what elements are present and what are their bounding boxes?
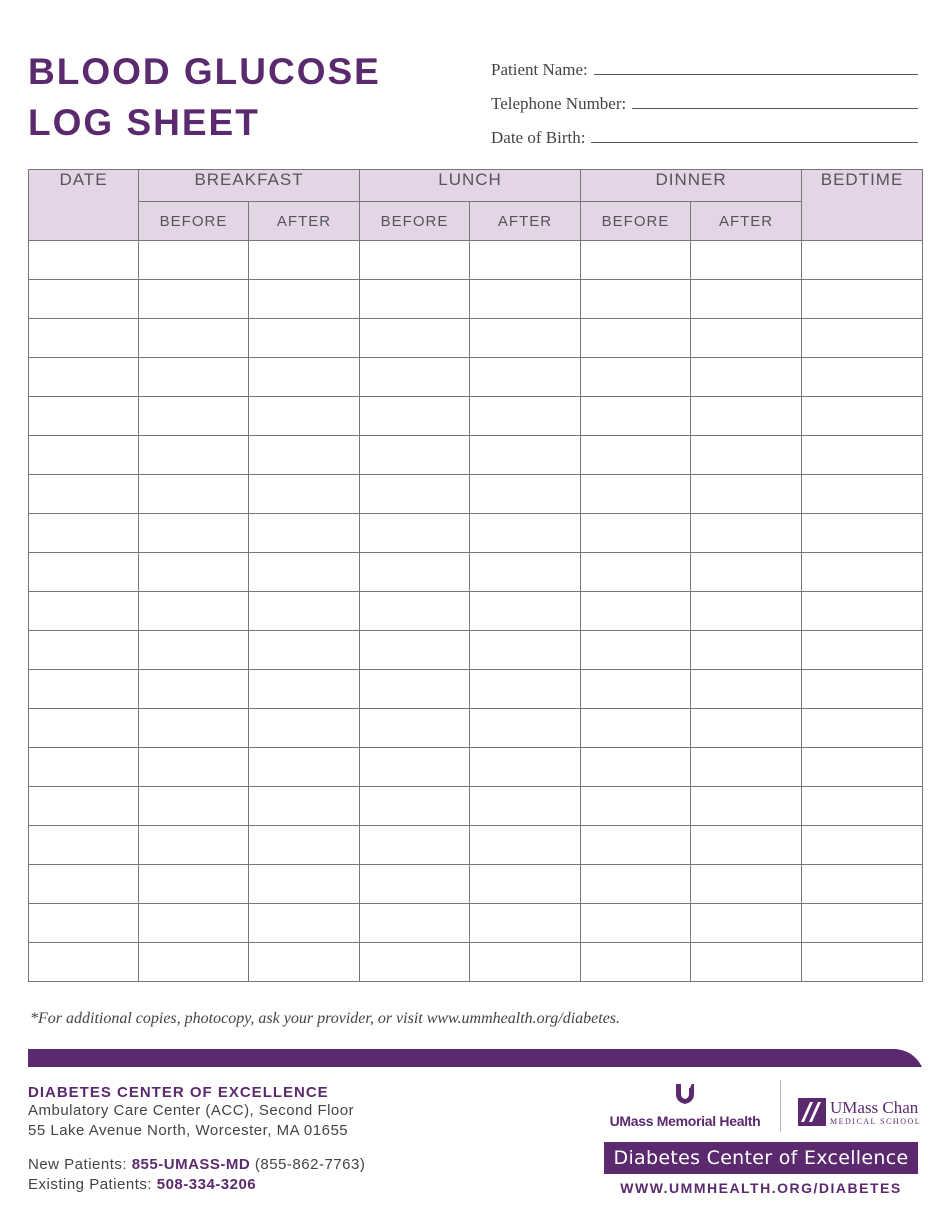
- log-cell[interactable]: [691, 358, 802, 397]
- log-cell[interactable]: [802, 631, 923, 670]
- dce-banner: Diabetes Center of Excellence: [604, 1142, 918, 1174]
- log-cell[interactable]: [581, 592, 691, 631]
- umass-chan-name: UMass Chan: [830, 1098, 919, 1117]
- page-title: [28, 46, 381, 148]
- table-row: [29, 397, 923, 436]
- log-cell[interactable]: [802, 358, 923, 397]
- log-cell[interactable]: [802, 787, 923, 826]
- log-cell[interactable]: [470, 475, 581, 514]
- logo-divider: [780, 1080, 781, 1132]
- footer-contact: [28, 1084, 365, 1195]
- log-cell[interactable]: [139, 826, 249, 865]
- log-cell[interactable]: [29, 748, 139, 787]
- log-cell[interactable]: [360, 592, 470, 631]
- table-row: [29, 904, 923, 943]
- address-line-1: Ambulatory Care Center (ACC), Second Floor: [28, 1102, 355, 1119]
- log-cell[interactable]: [29, 319, 139, 358]
- log-cell[interactable]: [249, 475, 360, 514]
- log-cell[interactable]: [581, 514, 691, 553]
- table-row: [29, 787, 923, 826]
- log-cell[interactable]: [139, 241, 249, 280]
- log-cell[interactable]: [360, 436, 470, 475]
- log-cell[interactable]: [29, 865, 139, 904]
- org-name: DIABETES CENTER OF EXCELLENCE: [28, 1084, 329, 1101]
- log-cell[interactable]: [691, 631, 802, 670]
- title-line-1: BLOOD GLUCOSE: [28, 51, 381, 92]
- dob-line[interactable]: [591, 142, 918, 143]
- log-cell[interactable]: [249, 514, 360, 553]
- log-cell[interactable]: [691, 514, 802, 553]
- log-cell[interactable]: [581, 397, 691, 436]
- log-cell[interactable]: [802, 709, 923, 748]
- existing-patients-line: [28, 1175, 365, 1195]
- table-row: [29, 865, 923, 904]
- log-cell[interactable]: [691, 904, 802, 943]
- log-cell[interactable]: [249, 358, 360, 397]
- log-cell[interactable]: [360, 475, 470, 514]
- log-cell[interactable]: [139, 319, 249, 358]
- log-cell[interactable]: [360, 319, 470, 358]
- log-cell[interactable]: [581, 865, 691, 904]
- log-cell[interactable]: [139, 904, 249, 943]
- lunch-before: BEFORE: [360, 202, 470, 241]
- log-cell[interactable]: [29, 904, 139, 943]
- log-cell[interactable]: [581, 631, 691, 670]
- log-cell[interactable]: [802, 241, 923, 280]
- table-row: [29, 670, 923, 709]
- log-cell[interactable]: [139, 748, 249, 787]
- dinner-before: BEFORE: [581, 202, 691, 241]
- log-cell[interactable]: [29, 592, 139, 631]
- log-cell[interactable]: [470, 592, 581, 631]
- col-bedtime: BEDTIME: [802, 170, 923, 241]
- table-row: [29, 826, 923, 865]
- log-cell[interactable]: [691, 670, 802, 709]
- log-cell[interactable]: [139, 397, 249, 436]
- log-cell[interactable]: [360, 826, 470, 865]
- log-cell[interactable]: [249, 943, 360, 982]
- log-cell[interactable]: [470, 865, 581, 904]
- table-row: [29, 358, 923, 397]
- log-cell[interactable]: [29, 826, 139, 865]
- umass-chan-sub: MEDICAL SCHOOL: [830, 1117, 922, 1126]
- log-cell[interactable]: [139, 436, 249, 475]
- log-cell[interactable]: [802, 280, 923, 319]
- log-cell[interactable]: [802, 475, 923, 514]
- table-row: [29, 748, 923, 787]
- telephone-field[interactable]: [491, 80, 918, 114]
- log-cell[interactable]: [581, 826, 691, 865]
- log-cell[interactable]: [249, 709, 360, 748]
- log-cell[interactable]: [249, 904, 360, 943]
- table-row: [29, 709, 923, 748]
- log-cell[interactable]: [691, 397, 802, 436]
- new-patients-line: [28, 1155, 365, 1175]
- log-cell[interactable]: [581, 553, 691, 592]
- log-cell[interactable]: [691, 709, 802, 748]
- log-cell[interactable]: [29, 280, 139, 319]
- log-cell[interactable]: [470, 904, 581, 943]
- dinner-after: AFTER: [691, 202, 802, 241]
- log-cell[interactable]: [360, 631, 470, 670]
- log-cell[interactable]: [470, 280, 581, 319]
- umass-memorial-logo: [600, 1080, 770, 1129]
- log-cell[interactable]: [139, 475, 249, 514]
- log-cell[interactable]: [691, 865, 802, 904]
- lunch-after: AFTER: [470, 202, 581, 241]
- log-cell[interactable]: [139, 943, 249, 982]
- log-cell[interactable]: [29, 475, 139, 514]
- umass-memorial-mark-icon: [672, 1080, 698, 1106]
- log-cell[interactable]: [802, 319, 923, 358]
- log-cell[interactable]: [360, 241, 470, 280]
- table-row: [29, 436, 923, 475]
- dob-label: Date of Birth:: [491, 128, 586, 147]
- table-row: [29, 592, 923, 631]
- log-cell[interactable]: [470, 358, 581, 397]
- log-cell[interactable]: [691, 280, 802, 319]
- log-cell[interactable]: [802, 670, 923, 709]
- log-cell[interactable]: [691, 241, 802, 280]
- log-cell[interactable]: [470, 787, 581, 826]
- log-cell[interactable]: [470, 319, 581, 358]
- umass-chan-mark-icon: [798, 1098, 826, 1126]
- log-cell[interactable]: [581, 787, 691, 826]
- log-cell[interactable]: [691, 475, 802, 514]
- patient-name-field[interactable]: [491, 46, 918, 80]
- table-row: [29, 553, 923, 592]
- log-cell[interactable]: [360, 865, 470, 904]
- log-cell[interactable]: [360, 397, 470, 436]
- log-cell[interactable]: [29, 787, 139, 826]
- log-cell[interactable]: [802, 436, 923, 475]
- log-cell[interactable]: [802, 592, 923, 631]
- patient-name-line[interactable]: [594, 74, 918, 75]
- patient-info: [491, 46, 918, 148]
- table-row: [29, 280, 923, 319]
- log-cell[interactable]: [470, 670, 581, 709]
- existing-patients-label: Existing Patients:: [28, 1176, 153, 1193]
- log-cell[interactable]: [29, 709, 139, 748]
- telephone-line[interactable]: [632, 108, 918, 109]
- patient-name-label: Patient Name:: [491, 60, 588, 79]
- title-line-2: LOG SHEET: [28, 102, 260, 143]
- log-cell[interactable]: [802, 865, 923, 904]
- log-cell[interactable]: [470, 631, 581, 670]
- log-cell[interactable]: [581, 319, 691, 358]
- log-cell[interactable]: [249, 553, 360, 592]
- log-cell[interactable]: [29, 397, 139, 436]
- new-patients-alt: (855-862-7763): [254, 1156, 366, 1173]
- new-patients-label: New Patients:: [28, 1156, 128, 1173]
- footer-band: [28, 1049, 922, 1067]
- log-cell[interactable]: [360, 748, 470, 787]
- log-cell[interactable]: [581, 358, 691, 397]
- log-cell[interactable]: [139, 865, 249, 904]
- log-cell[interactable]: [691, 943, 802, 982]
- log-cell[interactable]: [802, 943, 923, 982]
- log-cell[interactable]: [139, 631, 249, 670]
- log-cell[interactable]: [581, 475, 691, 514]
- phone-lines: [28, 1155, 365, 1195]
- log-cell[interactable]: [249, 436, 360, 475]
- log-cell[interactable]: [802, 826, 923, 865]
- log-cell[interactable]: [249, 670, 360, 709]
- log-cell[interactable]: [581, 748, 691, 787]
- table-row: [29, 514, 923, 553]
- table-row: [29, 319, 923, 358]
- log-cell[interactable]: [249, 826, 360, 865]
- log-cell[interactable]: [470, 241, 581, 280]
- log-cell[interactable]: [470, 553, 581, 592]
- log-cell[interactable]: [29, 436, 139, 475]
- log-cell[interactable]: [139, 553, 249, 592]
- log-cell[interactable]: [470, 514, 581, 553]
- log-cell[interactable]: [470, 709, 581, 748]
- log-cell[interactable]: [470, 397, 581, 436]
- log-cell[interactable]: [802, 904, 923, 943]
- table-row: [29, 475, 923, 514]
- log-cell[interactable]: [249, 592, 360, 631]
- log-cell[interactable]: [581, 280, 691, 319]
- log-cell[interactable]: [249, 280, 360, 319]
- col-date: DATE: [29, 170, 139, 241]
- log-cell[interactable]: [360, 553, 470, 592]
- address-line-2: 55 Lake Avenue North, Worcester, MA 01655: [28, 1122, 349, 1139]
- dob-field[interactable]: [491, 114, 918, 148]
- log-cell[interactable]: [139, 670, 249, 709]
- breakfast-before: BEFORE: [139, 202, 249, 241]
- log-cell[interactable]: [691, 436, 802, 475]
- log-cell[interactable]: [29, 514, 139, 553]
- log-cell[interactable]: [581, 904, 691, 943]
- log-cell[interactable]: [470, 748, 581, 787]
- log-cell[interactable]: [691, 592, 802, 631]
- log-cell[interactable]: [581, 709, 691, 748]
- log-cell[interactable]: [29, 943, 139, 982]
- log-cell[interactable]: [691, 748, 802, 787]
- log-cell[interactable]: [691, 553, 802, 592]
- log-cell[interactable]: [581, 670, 691, 709]
- log-cell[interactable]: [29, 631, 139, 670]
- log-cell[interactable]: [139, 787, 249, 826]
- log-cell[interactable]: [249, 631, 360, 670]
- log-cell[interactable]: [691, 319, 802, 358]
- log-cell[interactable]: [29, 241, 139, 280]
- table-row: [29, 631, 923, 670]
- log-cell[interactable]: [802, 514, 923, 553]
- log-cell[interactable]: [802, 748, 923, 787]
- log-cell[interactable]: [691, 826, 802, 865]
- log-cell[interactable]: [581, 241, 691, 280]
- copies-note: *For additional copies, photocopy, ask your provider, or visit www.ummhealth.org/diabetes.: [30, 1010, 621, 1027]
- log-cell[interactable]: [360, 904, 470, 943]
- log-cell[interactable]: [360, 709, 470, 748]
- log-cell[interactable]: [360, 787, 470, 826]
- log-cell[interactable]: [249, 397, 360, 436]
- log-cell[interactable]: [802, 553, 923, 592]
- log-cell[interactable]: [470, 436, 581, 475]
- log-cell[interactable]: [360, 670, 470, 709]
- log-cell[interactable]: [249, 241, 360, 280]
- log-body: [29, 241, 923, 982]
- col-lunch: LUNCH: [360, 170, 581, 202]
- telephone-label: Telephone Number:: [491, 94, 627, 113]
- log-cell[interactable]: [139, 280, 249, 319]
- log-cell[interactable]: [139, 592, 249, 631]
- col-breakfast: BREAKFAST: [139, 170, 360, 202]
- log-cell[interactable]: [139, 358, 249, 397]
- log-cell[interactable]: [802, 397, 923, 436]
- log-cell[interactable]: [470, 943, 581, 982]
- log-cell[interactable]: [360, 514, 470, 553]
- table-row: [29, 241, 923, 280]
- log-cell[interactable]: [691, 787, 802, 826]
- log-cell[interactable]: [139, 709, 249, 748]
- log-cell[interactable]: [249, 748, 360, 787]
- existing-patients-number: 508-334-3206: [156, 1176, 257, 1193]
- log-cell[interactable]: [249, 787, 360, 826]
- log-cell[interactable]: [29, 358, 139, 397]
- umass-memorial-name: UMass Memorial Health: [609, 1113, 761, 1129]
- log-cell[interactable]: [249, 319, 360, 358]
- log-cell[interactable]: [581, 943, 691, 982]
- table-row: [29, 943, 923, 982]
- log-cell[interactable]: [360, 943, 470, 982]
- log-cell[interactable]: [139, 514, 249, 553]
- log-cell[interactable]: [249, 865, 360, 904]
- log-cell[interactable]: [360, 280, 470, 319]
- glucose-log-table: [28, 169, 923, 982]
- log-cell[interactable]: [360, 358, 470, 397]
- col-dinner: DINNER: [581, 170, 802, 202]
- new-patients-number: 855-UMASS-MD: [131, 1156, 251, 1173]
- log-cell[interactable]: [29, 553, 139, 592]
- breakfast-after: AFTER: [249, 202, 360, 241]
- log-cell[interactable]: [470, 826, 581, 865]
- website-link[interactable]: WWW.UMMHEALTH.ORG/DIABETES: [620, 1180, 902, 1196]
- log-cell[interactable]: [581, 436, 691, 475]
- log-cell[interactable]: [29, 670, 139, 709]
